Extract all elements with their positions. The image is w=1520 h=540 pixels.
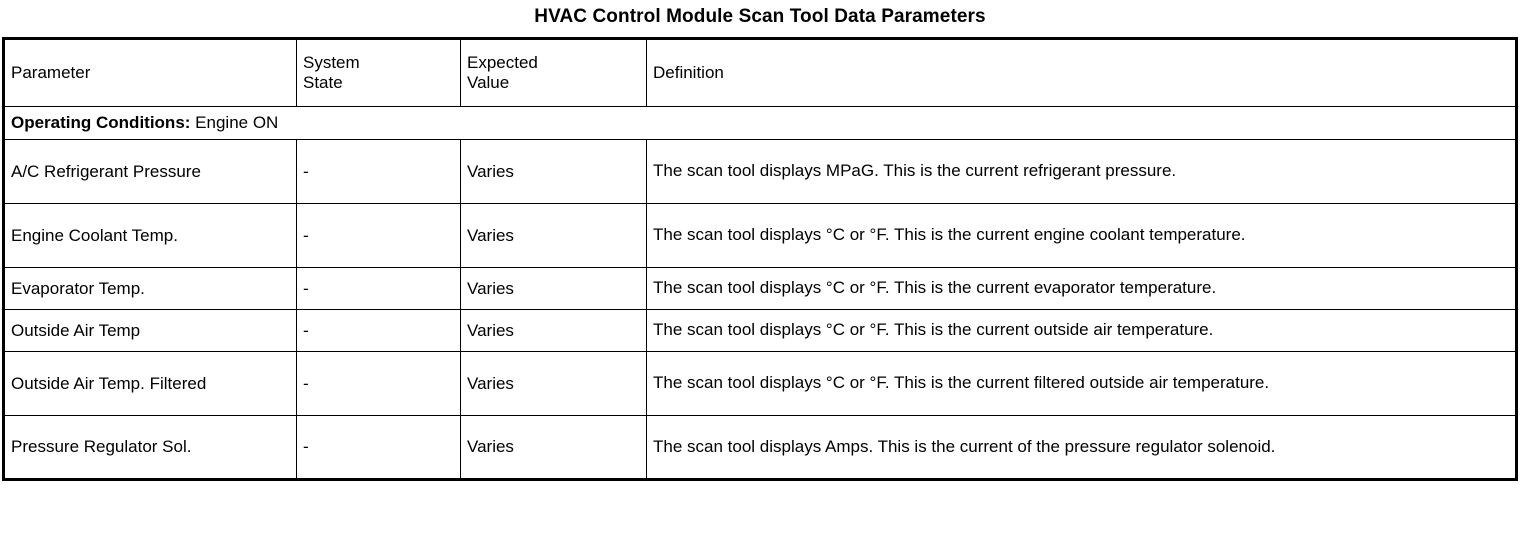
table-row	[4, 268, 1517, 310]
cell-system-state: -	[297, 310, 461, 352]
cell-parameter: Evaporator Temp.	[4, 268, 297, 310]
cell-parameter: Outside Air Temp. Filtered	[4, 352, 297, 416]
cell-parameter: A/C Refrigerant Pressure	[4, 140, 297, 204]
table-row	[4, 310, 1517, 352]
column-header-parameter: Parameter	[4, 39, 297, 107]
table-header	[4, 39, 1517, 107]
table-row	[4, 416, 1517, 480]
table-row	[4, 140, 1517, 204]
cell-system-state: -	[297, 140, 461, 204]
table-body	[4, 107, 1517, 480]
cell-system-state: -	[297, 268, 461, 310]
cell-definition: The scan tool displays °C or °F. This is the current outside air temperature.	[647, 310, 1517, 352]
cell-definition: The scan tool displays °C or °F. This is the current filtered outside air temperature.	[647, 352, 1517, 416]
column-header-expected-value-line1: Expected	[467, 53, 538, 73]
table-row	[4, 204, 1517, 268]
cell-parameter: Pressure Regulator Sol.	[4, 416, 297, 480]
column-header-expected-value	[461, 39, 647, 107]
scan-tool-parameters-table	[2, 37, 1518, 481]
page-title: HVAC Control Module Scan Tool Data Parameters	[534, 6, 986, 27]
column-header-system-state-line1: System	[303, 53, 360, 73]
section-label: Operating Conditions:	[11, 113, 191, 132]
column-header-system-state	[297, 39, 461, 107]
cell-definition: The scan tool displays Amps. This is the current of the pressure regulator solenoid.	[647, 416, 1517, 480]
cell-parameter: Outside Air Temp	[4, 310, 297, 352]
column-header-system-state-line2: State	[303, 73, 343, 92]
cell-expected-value: Varies	[461, 310, 647, 352]
cell-definition: The scan tool displays °C or °F. This is the current engine coolant temperature.	[647, 204, 1517, 268]
cell-definition: The scan tool displays MPaG. This is the current refrigerant pressure.	[647, 140, 1517, 204]
cell-expected-value: Varies	[461, 268, 647, 310]
table-row	[4, 352, 1517, 416]
cell-definition: The scan tool displays °C or °F. This is the current evaporator temperature.	[647, 268, 1517, 310]
cell-system-state: -	[297, 416, 461, 480]
column-header-expected-value-line2: Value	[467, 73, 510, 92]
table-header-row	[4, 39, 1517, 107]
cell-expected-value: Varies	[461, 140, 647, 204]
cell-expected-value: Varies	[461, 204, 647, 268]
section-value: Engine ON	[195, 113, 279, 132]
cell-system-state: -	[297, 204, 461, 268]
cell-expected-value: Varies	[461, 352, 647, 416]
cell-expected-value: Varies	[461, 416, 647, 480]
section-row-operating-conditions	[4, 107, 1517, 140]
cell-parameter: Engine Coolant Temp.	[4, 204, 297, 268]
column-header-definition: Definition	[647, 39, 1517, 107]
section-cell	[4, 107, 1517, 140]
cell-system-state: -	[297, 352, 461, 416]
